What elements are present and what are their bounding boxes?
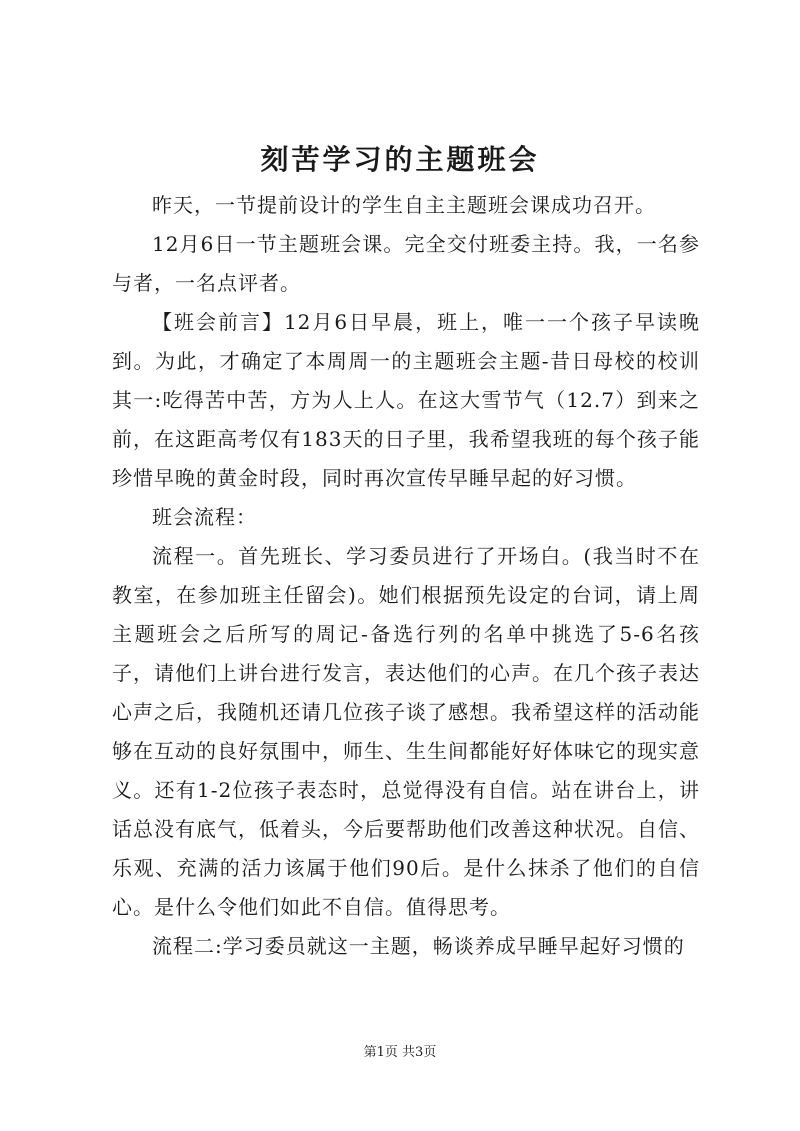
paragraph: 12月6日一节主题班会课。完全交付班委主持。我，一名参与者，一名点评者。 (112, 232, 700, 295)
paragraph: 昨天，一节提前设计的学生自主主题班会课成功召开。 (152, 193, 656, 217)
paragraph: 流程一。首先班长、学习委员进行了开场白。(我当时不在教室，在参加班主任留会)。她们根据预先设定的台词，请上周主题班会之后所写的周记-备选行列的名单中挑选了5-6名孩子，请他们上讲台进行发言，表达他们的心声。在几个孩子表达心声之后，我随机还请几位孩子谈了感想。我希望这样的活动能够在互动的良好氛围中，师生、生生间都能好好体味它的现实意义。还有1-2位孩子表态时，总觉得没有自信。站在讲台上，讲话总没有底气，低着头，今后要帮助他们改善这种状况。自信、乐观、充满的活力该属于他们90后。是什么抹杀了他们的自信心。是什么令他们如此不自信。值得思考。 (112, 544, 700, 919)
paragraph: 流程二:学习委员就这一主题，畅谈养成早睡早起好习惯的 (152, 934, 685, 958)
document-title: 刻苦学习的主题班会 (260, 143, 540, 176)
document-body (112, 186, 700, 966)
page-number-footer: 第1页 共3页 (363, 1045, 437, 1060)
paragraph: 【班会前言】12月6日早晨，班上，唯一一个孩子早读晚到。为此，才确定了本周周一的主题班会主题-昔日母校的校训其一:吃得苦中苦，方为人上人。在这大雪节气（12.7）到来之前，在这距高考仅有183天的日子里，我希望我班的每个孩子能珍惜早晚的黄金时段，同时再次宣传早睡早起的好习惯。 (112, 310, 700, 490)
paragraph: 班会流程： (152, 505, 257, 529)
